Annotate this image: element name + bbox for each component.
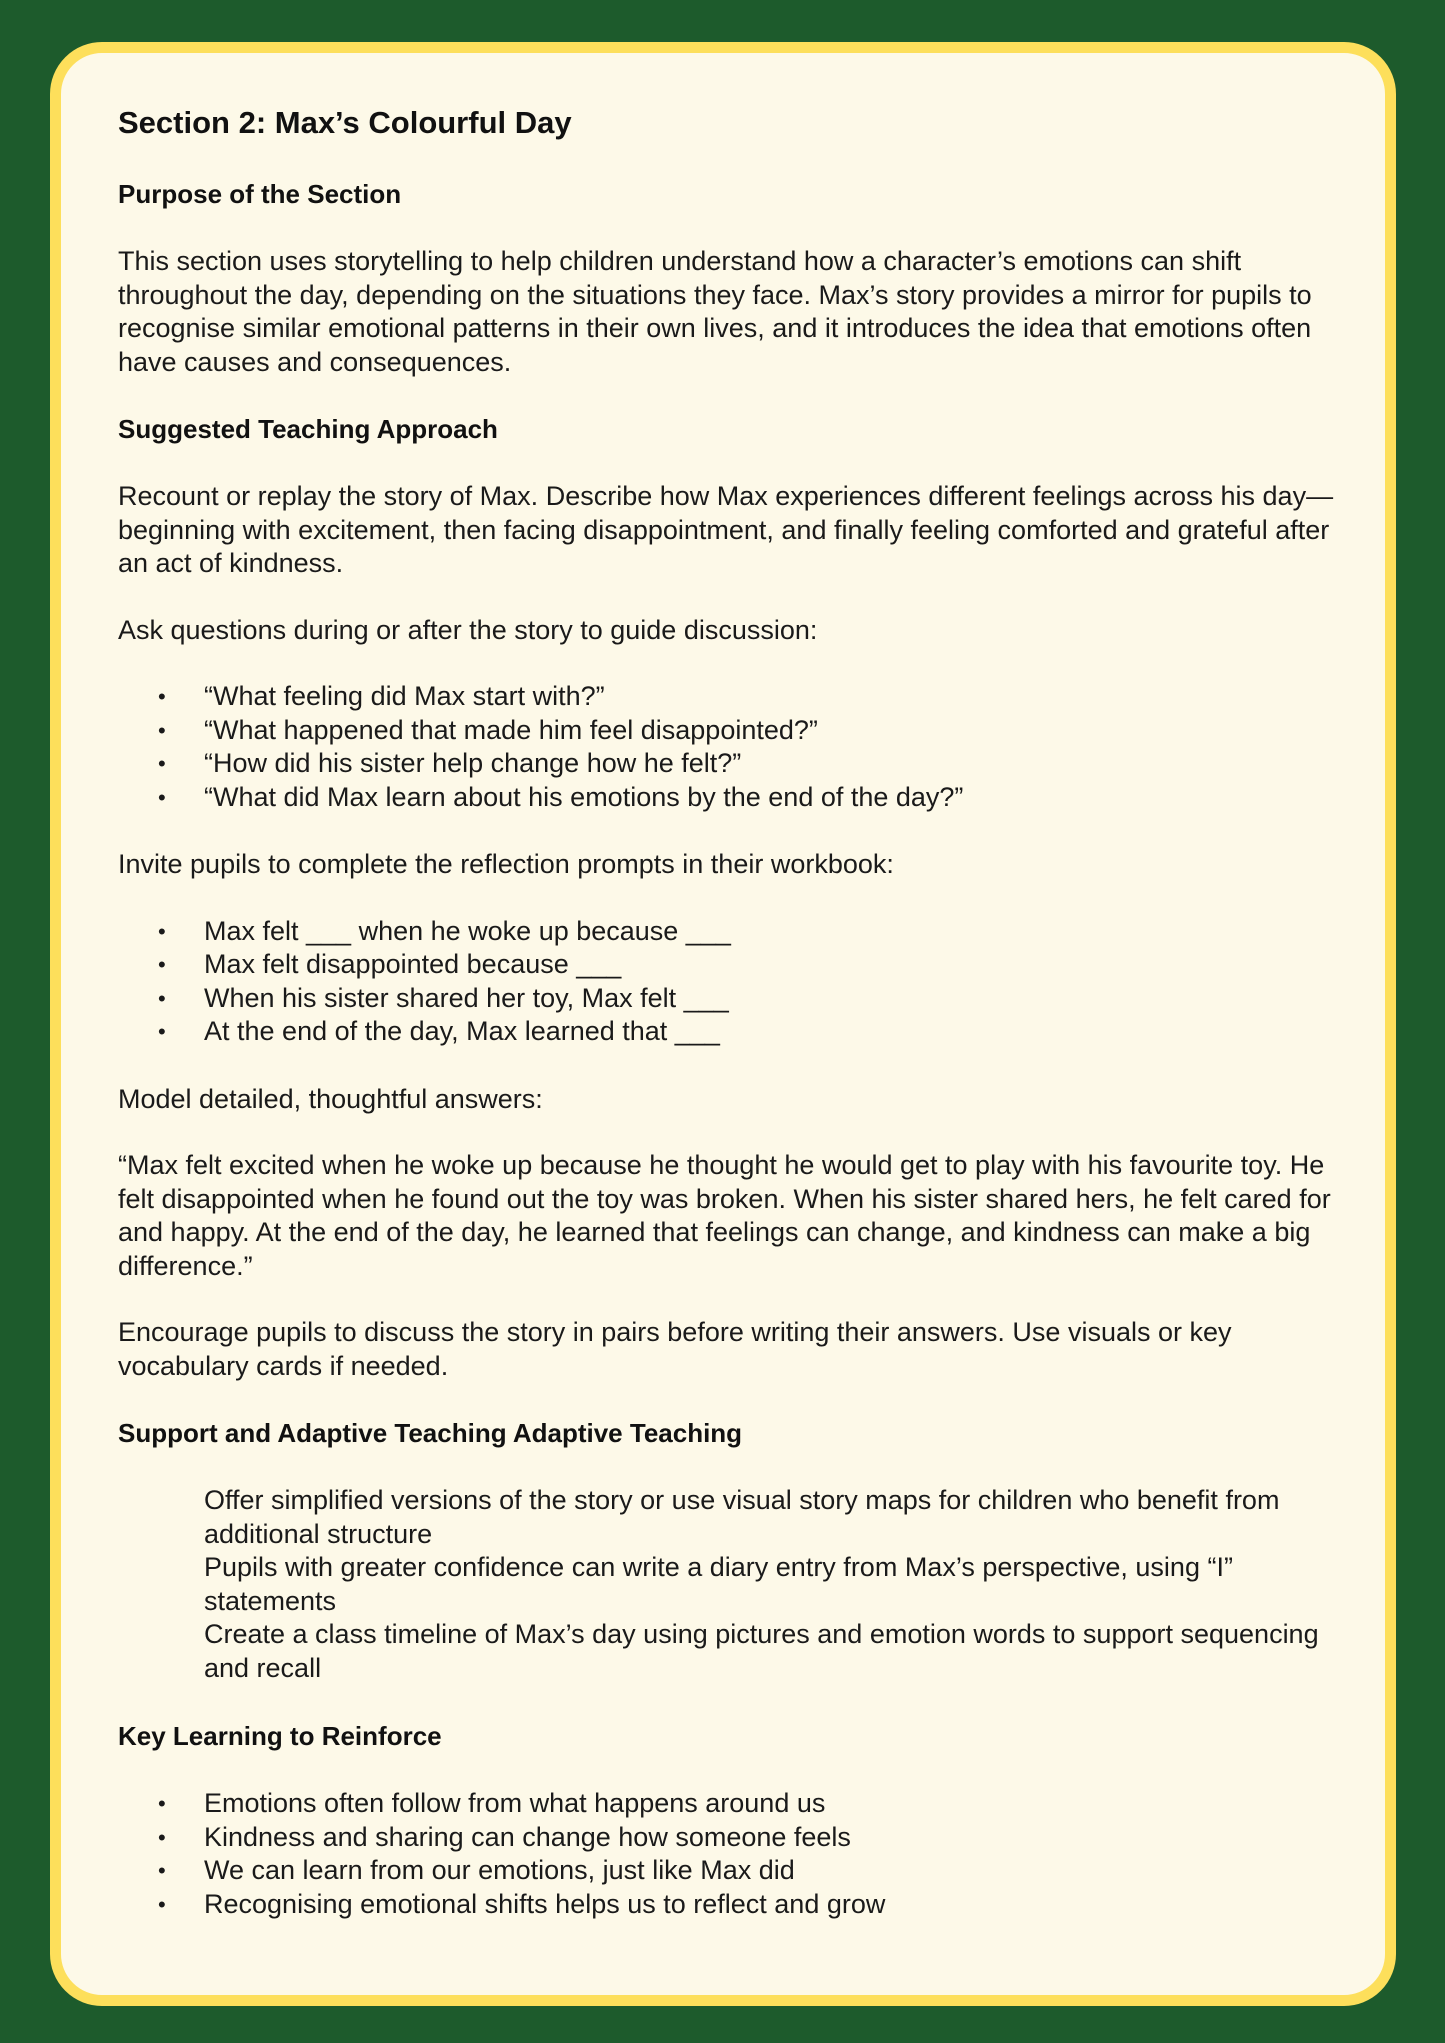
document-content <box>118 103 1345 1921</box>
purpose-paragraph: This section uses storytelling to help children understand how a character’s emotions can shift throughout the day, depending on the situations they face. Max’s story provides a mirror for pupils to recognise similar emotional patterns in their own lives, and it introduces the idea that emotions often have causes and consequences. <box>118 246 1312 377</box>
list-item: • We can learn from our emotions, just like Max did <box>118 1854 1345 1888</box>
purpose-heading: Purpose of the Section <box>118 179 402 209</box>
list-item: • Max felt ___ when he woke up because ___ <box>118 915 1345 949</box>
list-item: Offer simplified versions of the story or use visual story maps for children who benefit from additional structure <box>204 1485 1280 1549</box>
key-learning-heading: Key Learning to Reinforce <box>118 1721 442 1751</box>
discussion-questions-list <box>118 680 1345 814</box>
list-item: • “How did his sister help change how he felt?” <box>118 747 1345 781</box>
list-item: Pupils with greater confidence can write a diary entry from Max’s perspective, using “I” statements <box>204 1552 1233 1616</box>
list-item: • Emotions often follow from what happens around us <box>118 1787 1345 1821</box>
prompts-intro: Invite pupils to complete the reflection prompts in their workbook: <box>118 849 894 879</box>
list-item: Create a class timeline of Max’s day using pictures and emotion words to support sequencing and recall <box>204 1619 1319 1683</box>
model-answer: “Max felt excited when he woke up because he thought he would get to play with his favourite toy. He felt disappointed when he found out the toy was broken. When his sister shared hers, he felt cared for and happy. At the end of the day, he learned that feelings can change, and kindness can make a big difference.” <box>118 1150 1331 1281</box>
questions-intro: Ask questions during or after the story to guide discussion: <box>118 614 818 645</box>
list-item: • Max felt disappointed because ___ <box>118 948 1345 982</box>
document-card <box>50 42 1396 2006</box>
list-item: • Recognising emotional shifts helps us to reflect and grow <box>118 1888 1345 1922</box>
key-learning-list <box>118 1787 1345 1921</box>
model-intro: Model detailed, thoughtful answers: <box>118 1083 543 1114</box>
encourage-paragraph: Encourage pupils to discuss the story in pairs before writing their answers. Use visuals or key vocabulary cards if needed. <box>118 1317 1232 1381</box>
section-title: Section 2: Max’s Colourful Day <box>118 105 572 140</box>
list-item: • “What happened that made him feel disappointed?” <box>118 714 1345 748</box>
approach-heading: Suggested Teaching Approach <box>118 414 498 444</box>
list-item: • “What feeling did Max start with?” <box>118 680 1345 714</box>
list-item: • At the end of the day, Max learned that ___ <box>118 1015 1345 1049</box>
reflection-prompts-list <box>118 915 1345 1049</box>
list-item: • Kindness and sharing can change how someone feels <box>118 1821 1345 1855</box>
list-item: • “What did Max learn about his emotions by the end of the day?” <box>118 781 1345 815</box>
support-heading: Support and Adaptive Teaching Adaptive Teaching <box>118 1418 743 1448</box>
support-list <box>118 1484 1345 1685</box>
approach-intro: Recount or replay the story of Max. Describe how Max experiences different feelings across his day—beginning with excitement, then facing disappointment, and finally feeling comforted and grateful after an act of kindness. <box>118 481 1334 578</box>
list-item: • When his sister shared her toy, Max felt ___ <box>118 982 1345 1016</box>
